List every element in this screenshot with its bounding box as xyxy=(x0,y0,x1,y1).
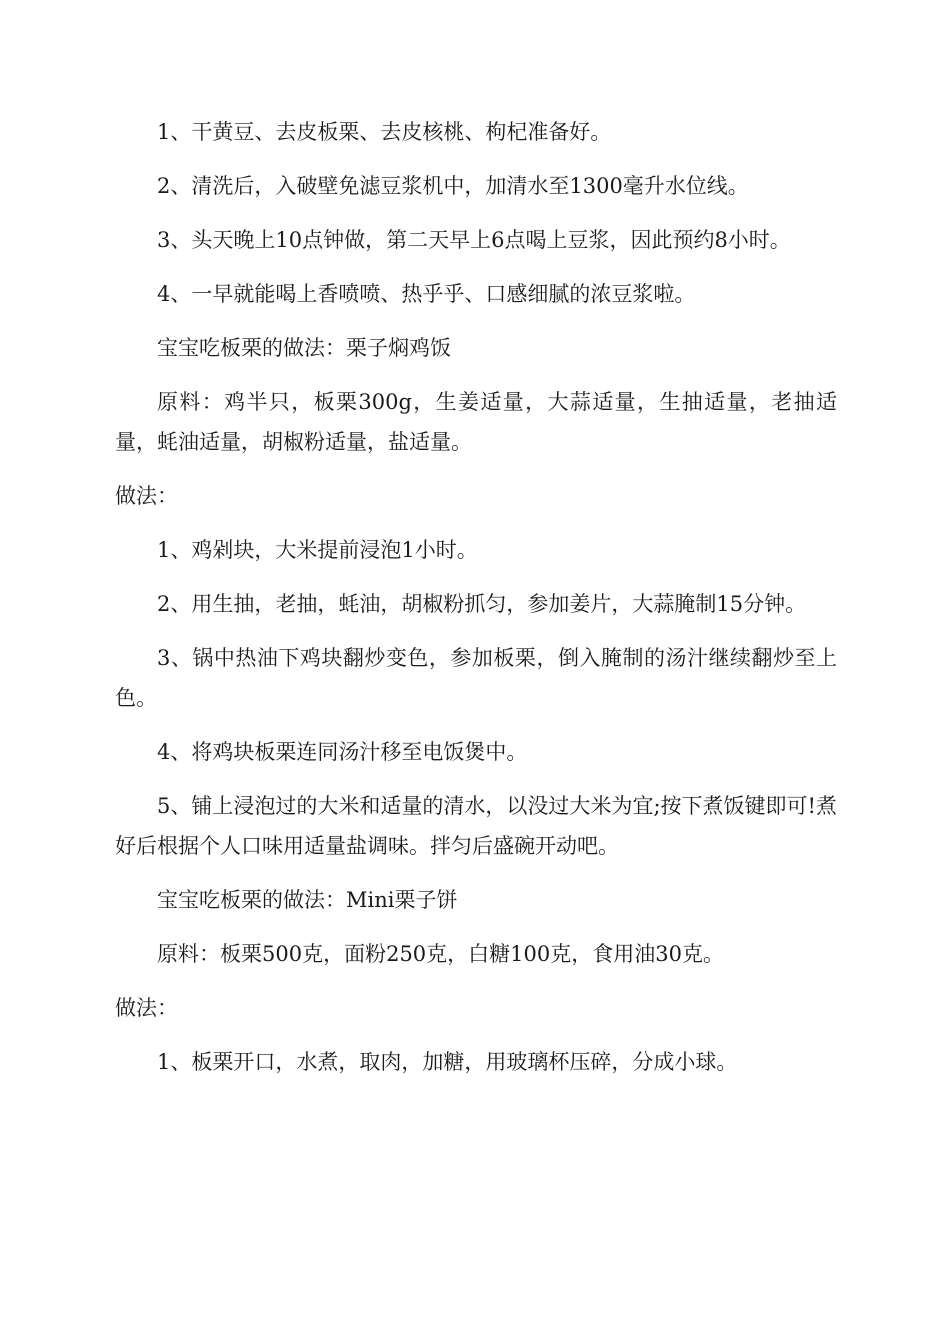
ingredients-paragraph: 原料：鸡半只，板栗300g，生姜适量，大蒜适量，生抽适量，老抽适量，蚝油适量，胡椒粉适量，盐适量。 xyxy=(115,390,837,454)
method-label: 做法： xyxy=(115,484,178,508)
method-step-2: 2、用生抽，老抽，蚝油，胡椒粉抓匀，参加姜片，大蒜腌制15分钟。 xyxy=(157,592,807,616)
document-body xyxy=(115,112,837,1096)
method-label-2: 做法： xyxy=(115,996,178,1020)
step-4-paragraph: 4、一早就能喝上香喷喷、热乎乎、口感细腻的浓豆浆啦。 xyxy=(157,282,696,306)
step-2-paragraph: 2、清洗后，入破壁免滤豆浆机中，加清水至1300毫升水位线。 xyxy=(157,174,749,198)
step-3-paragraph: 3、头天晚上10点钟做，第二天早上6点喝上豆浆，因此预约8小时。 xyxy=(157,228,791,252)
method-step-1: 1、鸡剁块，大米提前浸泡1小时。 xyxy=(157,538,478,562)
ingredients-paragraph-2: 原料：板栗500克，面粉250克，白糖100克，食用油30克。 xyxy=(157,942,724,966)
recipe-heading-chestnut-chicken-rice: 宝宝吃板栗的做法：栗子焖鸡饭 xyxy=(157,336,451,360)
step-1-paragraph: 1、干黄豆、去皮板栗、去皮核桃、枸杞准备好。 xyxy=(157,120,612,144)
method-step-4: 4、将鸡块板栗连同汤汁移至电饭煲中。 xyxy=(157,740,528,764)
method-step-5: 5、铺上浸泡过的大米和适量的清水，以没过大米为宜;按下煮饭键即可!煮好后根据个人口味用适量盐调味。拌匀后盛碗开动吧。 xyxy=(115,794,837,858)
method-2-step-1: 1、板栗开口，水煮，取肉，加糖，用玻璃杯压碎，分成小球。 xyxy=(157,1050,738,1074)
recipe-heading-mini-chestnut-cake: 宝宝吃板栗的做法：Mini栗子饼 xyxy=(157,888,458,912)
method-step-3: 3、锅中热油下鸡块翻炒变色，参加板栗，倒入腌制的汤汁继续翻炒至上色。 xyxy=(115,646,837,710)
